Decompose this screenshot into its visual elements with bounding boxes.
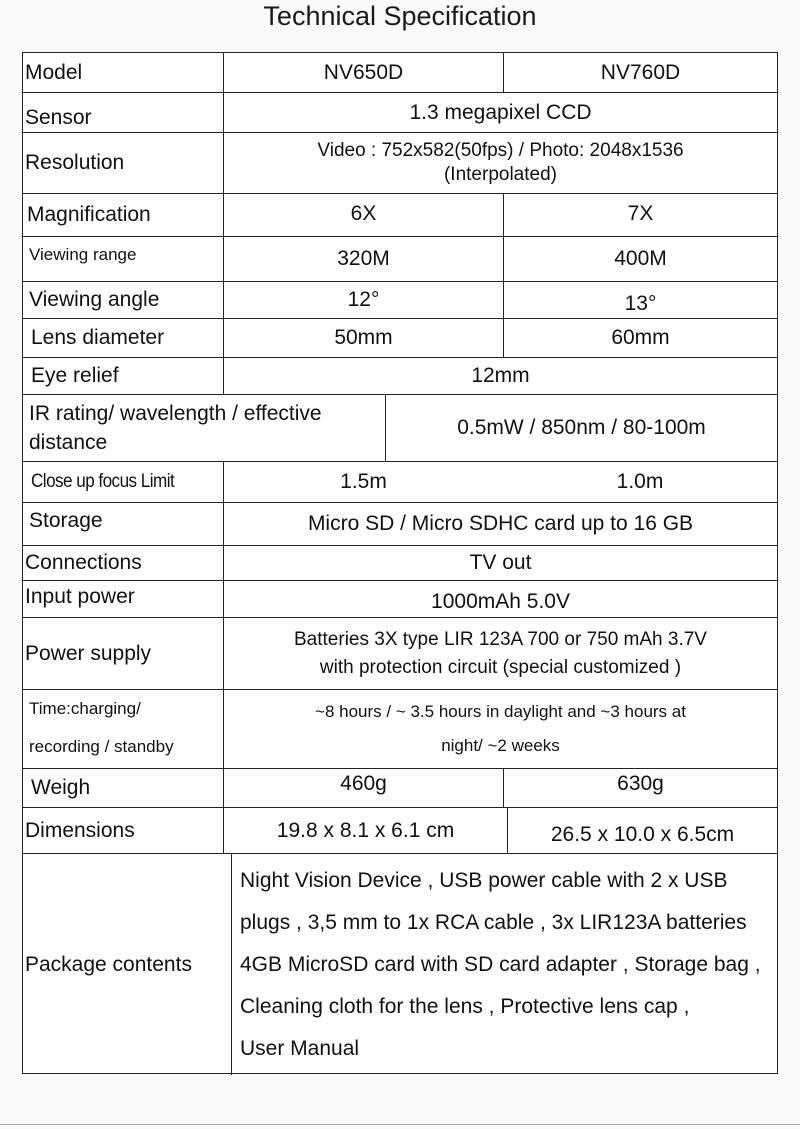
- magnification-nv650d: 6X: [223, 194, 503, 236]
- time-label-line-2: recording / standby: [29, 737, 174, 756]
- table-row-time: [23, 690, 777, 769]
- time-line-2: night/ ~2 weeks: [441, 736, 560, 755]
- package-line: Night Vision Device , USB power cable with 2 x USB: [240, 869, 728, 892]
- close-focus-nv760d: 1.0m: [616, 470, 664, 493]
- table-row-connections: [23, 546, 777, 581]
- power-supply-line-2: with protection circuit (special customized ): [319, 656, 682, 678]
- package-line: Cleaning cloth for the lens , Protective lens cap ,: [240, 995, 690, 1018]
- table-row-sensor: [23, 93, 777, 133]
- power-supply-line-1: Batteries 3X type LIR 123A 700 or 750 mAh 3.7V: [294, 628, 707, 650]
- table-row-resolution: [23, 133, 777, 194]
- row-label: Connections: [25, 551, 142, 574]
- power-supply-value: [223, 618, 777, 689]
- row-label: Power supply: [25, 641, 152, 665]
- time-value: [223, 690, 777, 768]
- table-row-power-supply: [23, 618, 777, 690]
- weigh-nv760d: 630g: [503, 769, 777, 807]
- ir-label-line-2: distance: [29, 431, 108, 454]
- row-label: Dimensions: [25, 818, 135, 842]
- page-title: Technical Specification: [263, 1, 537, 31]
- ir-label-line-1: IR rating/ wavelength / effective: [29, 402, 322, 425]
- table-row-magnification: [23, 194, 777, 237]
- magnification-nv760d: 7X: [503, 194, 777, 236]
- row-label: Lens diameter: [31, 326, 165, 349]
- row-label: Model: [25, 60, 83, 84]
- package-line: User Manual: [240, 1037, 360, 1060]
- close-focus-nv650d: 1.5m: [223, 462, 503, 502]
- spec-table: [22, 52, 778, 1074]
- row-label: Resolution: [25, 151, 125, 174]
- ir-rating-value: 0.5mW / 850nm / 80-100m: [385, 395, 777, 461]
- table-row-lens-diameter: [23, 319, 777, 358]
- dimensions-nv650d: 19.8 x 8.1 x 6.1 cm: [223, 808, 507, 853]
- model-nv650d: NV650D: [223, 53, 503, 92]
- time-line-1: ~8 hours / ~ 3.5 hours in daylight and ~3 hours at: [315, 702, 686, 721]
- table-row-eye-relief: [23, 358, 777, 395]
- row-label: Package contents: [25, 952, 192, 976]
- table-row-viewing-range: [23, 237, 777, 282]
- close-focus-label: Close up focus Limit: [31, 471, 175, 492]
- model-nv760d: NV760D: [503, 53, 777, 92]
- row-label: Magnification: [27, 203, 151, 226]
- lens-diameter-nv650d: 50mm: [223, 319, 503, 357]
- table-row-package: [23, 854, 777, 1075]
- table-row-storage: [23, 503, 777, 546]
- row-label: Weigh: [31, 776, 91, 799]
- table-row-model: [23, 53, 777, 93]
- weigh-nv650d: 460g: [223, 769, 503, 807]
- page-divider: [0, 1124, 800, 1125]
- time-label-line-1: Time:charging/: [29, 699, 141, 718]
- package-line: 4GB MicroSD card with SD card adapter , Storage bag ,: [240, 953, 761, 976]
- lens-diameter-nv760d: 60mm: [503, 319, 777, 357]
- row-label: Sensor: [25, 106, 92, 129]
- row-label: Viewing range: [29, 245, 137, 264]
- viewing-angle-nv760d: 13°: [503, 282, 777, 318]
- resolution-value: [223, 133, 777, 193]
- dimensions-nv760d: 26.5 x 10.0 x 6.5cm: [507, 808, 777, 853]
- resolution-line-1: Video : 752x582(50fps) / Photo: 2048x1536: [317, 140, 684, 161]
- package-line: plugs , 3,5 mm to 1x RCA cable , 3x LIR123A batteries: [240, 911, 747, 934]
- connections-value: TV out: [223, 546, 777, 580]
- row-label: Eye relief: [31, 364, 119, 387]
- viewing-angle-nv650d: 12°: [223, 282, 503, 318]
- table-row-close-focus: [23, 462, 777, 503]
- table-row-input-power: [23, 581, 777, 618]
- input-power-value: 1000mAh 5.0V: [223, 581, 777, 617]
- row-label: Viewing angle: [29, 288, 160, 311]
- storage-value: Micro SD / Micro SDHC card up to 16 GB: [223, 503, 777, 545]
- viewing-range-nv760d: 400M: [503, 237, 777, 281]
- viewing-range-nv650d: 320M: [223, 237, 503, 281]
- row-label: Storage: [29, 509, 103, 532]
- table-row-viewing-angle: [23, 282, 777, 319]
- row-label: [23, 462, 223, 502]
- table-row-weigh: [23, 769, 777, 808]
- row-label: Input power: [25, 585, 135, 608]
- table-row-ir-rating: [23, 395, 777, 462]
- package-contents-list: [231, 854, 777, 1075]
- row-label: [23, 395, 385, 461]
- table-row-dimensions: [23, 808, 777, 854]
- row-label: [23, 690, 223, 768]
- sensor-value: 1.3 megapixel CCD: [223, 93, 777, 132]
- resolution-line-2: (Interpolated): [443, 164, 557, 185]
- eye-relief-value: 12mm: [223, 358, 777, 394]
